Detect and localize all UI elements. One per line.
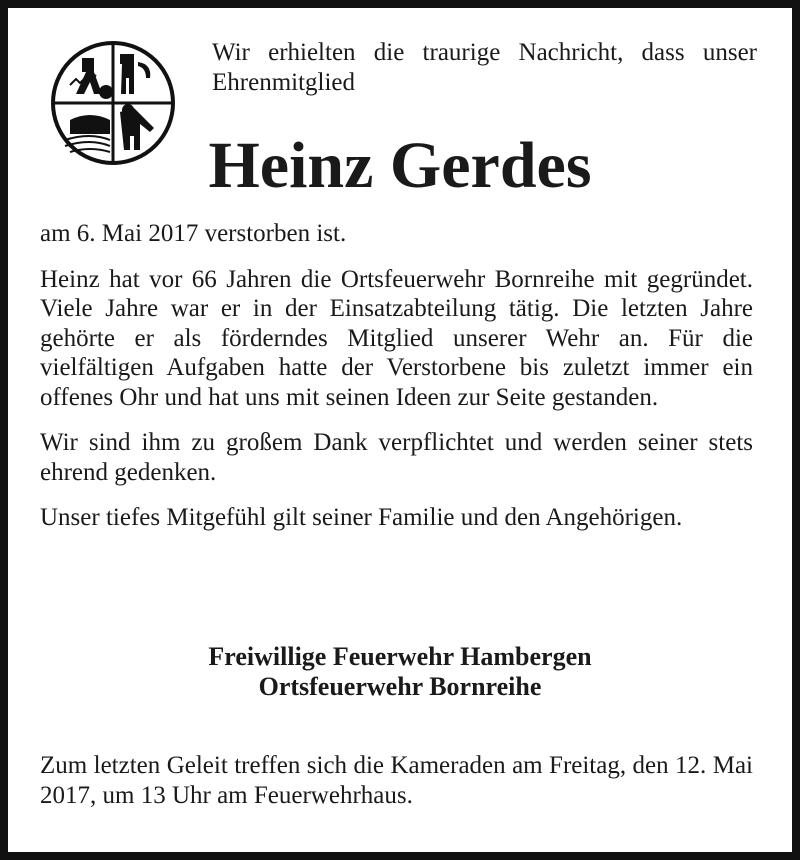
death-date-paragraph: am 6. Mai 2017 verstorben ist. [40,220,347,247]
signature-block [0,642,800,702]
signature-department: Ortsfeuerwehr Bornreihe [258,672,542,701]
obituary-body [40,219,753,549]
funeral-notice: Zum letzten Geleit treffen sich die Kameraden am Freitag, den 12. Mai 2017, um 13 Uhr am Feuerwehrhaus. [40,752,753,809]
deceased-name: Heinz Gerdes [208,129,592,202]
condolence-paragraph: Unser tiefes Mitgefühl gilt seiner Familie und den Angehörigen. [40,504,683,531]
signature-organization: Freiwillige Feuerwehr Hambergen [208,642,592,671]
gratitude-paragraph: Wir sind ihm zu großem Dank verpflichtet und werden seiner stets ehrend gedenken. [40,429,753,486]
intro-text: Wir erhielten die traurige Nachricht, dass unser Ehrenmitglied [212,39,757,96]
biography-paragraph: Heinz hat vor 66 Jahren die Ortsfeuerwehr Bornreihe mit gegründet. Viele Jahre war er in der Einsatzabteilung tätig. Die letzten Jahre gehörte er als förderndes Mitglied unserer Wehr an. Für die vielfältigen Aufgaben hatte der Verstorbene bis zuletzt immer ein offenes Ohr und hat uns mit seinen Ideen zur Seite gestanden. [40,265,753,411]
